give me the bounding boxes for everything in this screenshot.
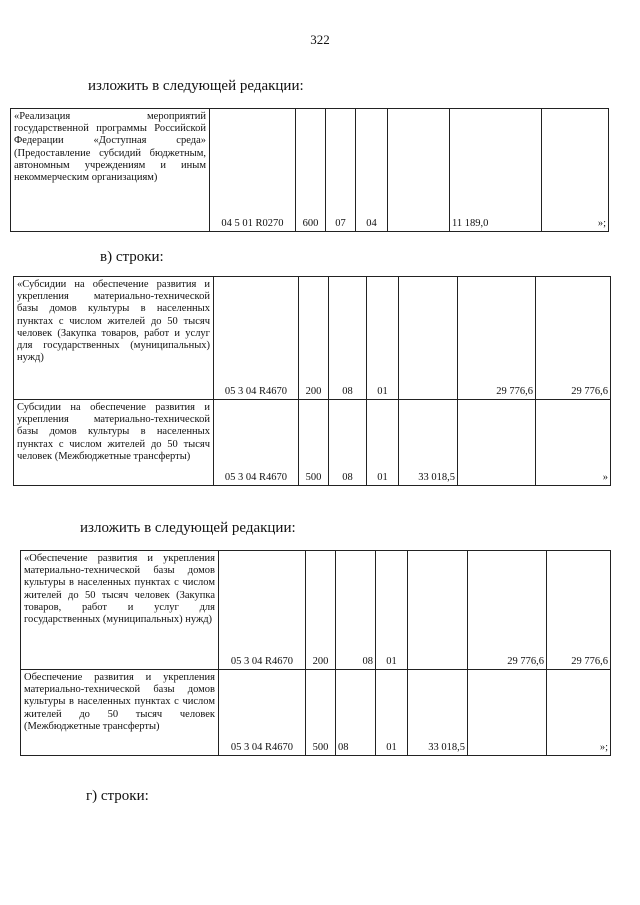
amount-cell-3: 29 776,6 (536, 277, 611, 400)
page-number: 322 (310, 32, 330, 47)
amount-cell-1: 33 018,5 (399, 400, 458, 486)
amount-cell-3: »; (542, 109, 609, 232)
target-article-cell: 05 3 04 R4670 (219, 551, 306, 670)
subsection-cell: 01 (367, 400, 399, 486)
subsection-cell: 04 (356, 109, 388, 232)
amount-cell-1 (388, 109, 450, 232)
amount-cell-3: » (536, 400, 611, 486)
budget-table-2 (13, 276, 611, 486)
amount-cell-2 (468, 670, 547, 756)
subsection-cell: 01 (376, 551, 408, 670)
section-cell: 08 (336, 551, 376, 670)
section-cell: 08 (336, 670, 376, 756)
amount-cell-2: 29 776,6 (458, 277, 536, 400)
target-article-cell: 05 3 04 R4670 (219, 670, 306, 756)
target-article-cell: 05 3 04 R4670 (214, 277, 299, 400)
row-description: «Реализация мероприятий государственной программы Российской Федерации «Доступная среда» (Предоставление субсидий бюджетным, автономным учреждениям и иным некоммерческим организациям) (11, 109, 210, 232)
row-description: Обеспечение развития и укрепления материально-технической базы домов культуры в населенных пунктах с числом жителей до 50 тысяч человек (Межбюджетные трансферты) (21, 670, 219, 756)
table-row (11, 109, 609, 232)
row-description: «Субсидии на обеспечение развития и укрепления материально-технической базы домов культуры в населенных пунктах с числом жителей до 50 тысяч человек (Закупка товаров, работ и услуг для государственных (муниципальных) нужд) (14, 277, 214, 400)
amount-cell-1: 33 018,5 (408, 670, 468, 756)
amount-cell-2 (458, 400, 536, 486)
subsection-cell: 01 (376, 670, 408, 756)
budget-table-3 (20, 550, 611, 756)
subsection-cell: 01 (367, 277, 399, 400)
expense-type-cell: 600 (296, 109, 326, 232)
amount-cell-1 (408, 551, 468, 670)
heading-rows-v: в) строки: (100, 249, 164, 265)
row-description: Субсидии на обеспечение развития и укрепления материально-технической базы домов культуры в населенных пунктах с числом жителей до 50 тысяч человек (Межбюджетные трансферты) (14, 400, 214, 486)
heading-edit-1: изложить в следующей редакции: (88, 78, 304, 94)
expense-type-cell: 200 (306, 551, 336, 670)
table-row (14, 277, 611, 400)
expense-type-cell: 200 (299, 277, 329, 400)
expense-type-cell: 500 (306, 670, 336, 756)
amount-cell-3: 29 776,6 (547, 551, 611, 670)
row-description: «Обеспечение развития и укрепления материально-технической базы домов культуры в населенных пунктах с числом жителей до 50 тысяч человек (Закупка товаров, работ и услуг для государственных (муниципальных) нужд) (21, 551, 219, 670)
amount-cell-2: 11 189,0 (450, 109, 542, 232)
target-article-cell: 05 3 04 R4670 (214, 400, 299, 486)
heading-edit-2: изложить в следующей редакции: (80, 520, 296, 536)
table-row (21, 551, 611, 670)
budget-table-1 (10, 108, 609, 232)
expense-type-cell: 500 (299, 400, 329, 486)
section-cell: 08 (329, 277, 367, 400)
amount-cell-2: 29 776,6 (468, 551, 547, 670)
heading-rows-g: г) строки: (86, 788, 149, 804)
amount-cell-3: »; (547, 670, 611, 756)
target-article-cell: 04 5 01 R0270 (210, 109, 296, 232)
section-cell: 07 (326, 109, 356, 232)
section-cell: 08 (329, 400, 367, 486)
table-row (21, 670, 611, 756)
amount-cell-1 (399, 277, 458, 400)
table-row (14, 400, 611, 486)
